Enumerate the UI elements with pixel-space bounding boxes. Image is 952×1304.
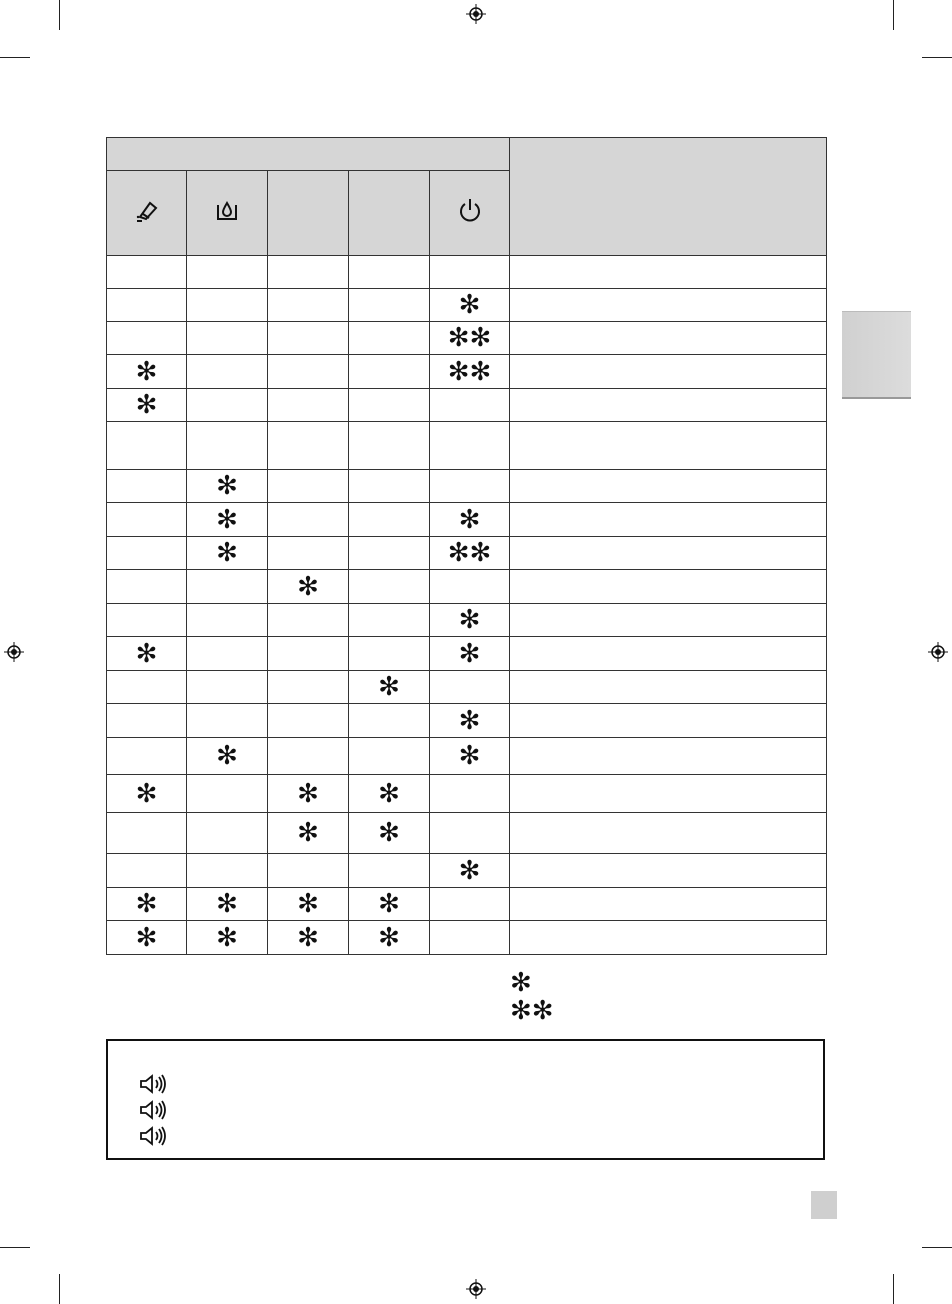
- table-row: [107, 671, 827, 704]
- table-row: [107, 289, 827, 322]
- table-row: [107, 537, 827, 570]
- indicator-symbol: ✻: [216, 922, 238, 953]
- crop-mark: [0, 57, 30, 58]
- indicator-cell: [349, 389, 430, 422]
- indicator-cell: [430, 813, 510, 854]
- power-icon: [457, 197, 483, 223]
- indicator-cell: [107, 813, 187, 854]
- indicator-cell: [430, 854, 510, 888]
- table-row: [107, 503, 827, 537]
- registration-mark-icon: [466, 1279, 486, 1299]
- indicator-symbol: ✻: [458, 605, 481, 635]
- indicator-cell: [187, 503, 268, 537]
- column-header-power: [430, 171, 510, 256]
- registration-mark-icon: [4, 642, 24, 662]
- indicator-cell: [107, 775, 187, 813]
- indicator-cell: [187, 355, 268, 389]
- indicator-cell: [107, 921, 187, 955]
- indicator-cell: [430, 637, 510, 671]
- indicator-symbol: ✻: [297, 889, 319, 919]
- crop-mark: [59, 0, 60, 30]
- indicator-cell: [349, 289, 430, 322]
- indicator-symbol: ✻: [297, 922, 319, 953]
- meaning-cell: [510, 637, 827, 671]
- indicator-cell: [268, 921, 349, 955]
- indicator-symbol: ✻: [458, 705, 481, 736]
- indicator-cell: [187, 921, 268, 955]
- meaning-cell: [510, 704, 827, 738]
- indicator-symbol: ✻: [216, 471, 238, 501]
- indicator-symbol: ✻: [216, 538, 238, 568]
- meaning-cell: [510, 256, 827, 289]
- speaker-icon: [138, 1073, 168, 1095]
- indicator-cell: [107, 389, 187, 422]
- indicator-cell: [107, 422, 187, 470]
- indicator-cell: [430, 503, 510, 537]
- indicator-symbol: ✻: [458, 504, 481, 535]
- indicator-cell: [430, 704, 510, 738]
- indicator-cell: [430, 389, 510, 422]
- indicator-cell: [430, 570, 510, 604]
- meaning-cell: [510, 422, 827, 470]
- meaning-cell: [510, 604, 827, 637]
- indicator-cell: [349, 256, 430, 289]
- column-header-pen: [107, 171, 187, 256]
- indicator-cell: [268, 422, 349, 470]
- indicator-cell: [349, 537, 430, 570]
- speaker-icon: [138, 1099, 168, 1121]
- table-row: [107, 775, 827, 813]
- indicator-cell: [430, 256, 510, 289]
- indicator-cell: [268, 775, 349, 813]
- meaning-cell: [510, 854, 827, 888]
- indicator-table: [106, 137, 827, 955]
- indicator-group-header: [107, 138, 510, 171]
- table-row: [107, 704, 827, 738]
- indicator-cell: [430, 738, 510, 775]
- column-header-4: [349, 171, 430, 256]
- indicator-cell: [107, 322, 187, 355]
- indicator-symbol: ✻: [135, 922, 158, 953]
- meaning-cell: [510, 570, 827, 604]
- table-row: [107, 322, 827, 355]
- indicator-cell: [187, 671, 268, 704]
- meaning-cell: [510, 289, 827, 322]
- indicator-cell: [187, 738, 268, 775]
- indicator-cell: [187, 322, 268, 355]
- indicator-cell: [268, 671, 349, 704]
- indicator-cell: [268, 637, 349, 671]
- indicator-cell: [268, 322, 349, 355]
- meaning-cell: [510, 322, 827, 355]
- indicator-symbol: ✻: [378, 922, 400, 953]
- indicator-cell: [107, 854, 187, 888]
- indicator-cell: [349, 775, 430, 813]
- table-row: [107, 470, 827, 503]
- indicator-cell: [187, 470, 268, 503]
- table-row: [107, 854, 827, 888]
- table-row: [107, 637, 827, 671]
- meaning-cell: [510, 355, 827, 389]
- indicator-cell: [187, 570, 268, 604]
- indicator-symbol: ✻: [458, 638, 481, 669]
- indicator-symbol: ✻✻: [447, 323, 492, 353]
- indicator-symbol: ✻: [297, 818, 319, 848]
- legend-single-symbol: ✻: [510, 968, 532, 998]
- legend-double-symbol: ✻✻: [510, 996, 554, 1026]
- indicator-cell: [430, 671, 510, 704]
- table-row: [107, 570, 827, 604]
- table-row: [107, 813, 827, 854]
- indicator-cell: [268, 289, 349, 322]
- speaker-icon: [138, 1125, 168, 1147]
- crop-mark: [922, 57, 952, 58]
- indicator-cell: [430, 470, 510, 503]
- table-row: [107, 389, 827, 422]
- meaning-cell: [510, 738, 827, 775]
- table-row: [107, 604, 827, 637]
- indicator-symbol: ✻: [297, 571, 319, 602]
- indicator-cell: [107, 256, 187, 289]
- indicator-cell: [349, 637, 430, 671]
- indicator-cell: [107, 637, 187, 671]
- indicator-symbol: ✻: [378, 889, 400, 919]
- indicator-cell: [349, 738, 430, 775]
- indicator-cell: [187, 289, 268, 322]
- indicator-cell: [187, 813, 268, 854]
- table-row: [107, 921, 827, 955]
- indicator-cell: [349, 570, 430, 604]
- indicator-cell: [268, 256, 349, 289]
- water-tank-icon: [215, 197, 239, 223]
- indicator-cell: [268, 854, 349, 888]
- indicator-cell: [349, 813, 430, 854]
- meaning-cell: [510, 389, 827, 422]
- indicator-cell: [107, 355, 187, 389]
- indicator-cell: [268, 355, 349, 389]
- indicator-cell: [268, 537, 349, 570]
- column-header-water: [187, 171, 268, 256]
- indicator-cell: [349, 704, 430, 738]
- indicator-cell: [430, 422, 510, 470]
- indicator-cell: [430, 322, 510, 355]
- indicator-cell: [107, 537, 187, 570]
- indicator-symbol: ✻: [297, 778, 319, 809]
- crop-mark: [0, 1247, 30, 1248]
- indicator-cell: [268, 888, 349, 921]
- indicator-symbol: ✻: [378, 818, 400, 848]
- registration-mark-icon: [466, 4, 486, 24]
- meaning-header: [510, 138, 827, 256]
- indicator-cell: [187, 888, 268, 921]
- indicator-symbol: ✻: [458, 290, 481, 320]
- indicator-symbol: ✻✻: [447, 538, 492, 568]
- indicator-cell: [349, 355, 430, 389]
- indicator-cell: [349, 503, 430, 537]
- indicator-cell: [268, 813, 349, 854]
- chapter-tab: [842, 311, 911, 399]
- indicator-cell: [187, 256, 268, 289]
- indicator-cell: [187, 704, 268, 738]
- indicator-cell: [349, 854, 430, 888]
- meaning-cell: [510, 813, 827, 854]
- table-row: [107, 422, 827, 470]
- indicator-cell: [268, 503, 349, 537]
- meaning-cell: [510, 537, 827, 570]
- indicator-cell: [187, 537, 268, 570]
- table-row: [107, 888, 827, 921]
- indicator-cell: [187, 422, 268, 470]
- table-row: [107, 738, 827, 775]
- meaning-cell: [510, 671, 827, 704]
- indicator-symbol: ✻: [135, 356, 158, 387]
- crop-mark: [893, 0, 894, 30]
- indicator-symbol: ✻: [135, 889, 158, 919]
- indicator-cell: [107, 671, 187, 704]
- crop-mark: [893, 1274, 894, 1304]
- table-row: [107, 355, 827, 389]
- indicator-cell: [349, 671, 430, 704]
- indicator-cell: [430, 537, 510, 570]
- registration-mark-icon: [928, 642, 948, 662]
- indicator-cell: [187, 637, 268, 671]
- indicator-cell: [107, 604, 187, 637]
- indicator-symbol: ✻✻: [447, 356, 492, 387]
- indicator-cell: [107, 704, 187, 738]
- page-number-box: [811, 1191, 837, 1219]
- indicator-symbol: ✻: [378, 672, 400, 702]
- meaning-cell: [510, 775, 827, 813]
- note-box: [106, 1039, 825, 1160]
- indicator-cell: [430, 921, 510, 955]
- meaning-cell: [510, 888, 827, 921]
- indicator-cell: [268, 704, 349, 738]
- indicator-cell: [349, 422, 430, 470]
- indicator-cell: [107, 570, 187, 604]
- indicator-cell: [349, 888, 430, 921]
- indicator-cell: [268, 389, 349, 422]
- indicator-symbol: ✻: [458, 855, 481, 886]
- indicator-cell: [268, 570, 349, 604]
- indicator-cell: [187, 389, 268, 422]
- indicator-cell: [107, 738, 187, 775]
- indicator-symbol: ✻: [135, 778, 158, 809]
- column-header-3: [268, 171, 349, 256]
- indicator-symbol: ✻: [378, 778, 400, 809]
- indicator-cell: [430, 604, 510, 637]
- indicator-cell: [349, 322, 430, 355]
- indicator-symbol: ✻: [135, 390, 158, 420]
- indicator-cell: [349, 470, 430, 503]
- indicator-cell: [430, 775, 510, 813]
- meaning-cell: [510, 921, 827, 955]
- indicator-cell: [349, 921, 430, 955]
- indicator-symbol: ✻: [216, 889, 238, 919]
- indicator-cell: [187, 775, 268, 813]
- indicator-symbol: ✻: [216, 504, 238, 535]
- indicator-cell: [268, 470, 349, 503]
- meaning-cell: [510, 470, 827, 503]
- crop-mark: [59, 1274, 60, 1304]
- indicator-cell: [430, 355, 510, 389]
- indicator-symbol: ✻: [135, 638, 158, 669]
- indicator-symbol: ✻: [216, 741, 238, 771]
- table-row: [107, 256, 827, 289]
- crop-mark: [922, 1247, 952, 1248]
- indicator-cell: [107, 503, 187, 537]
- indicator-symbol: ✻: [458, 741, 481, 771]
- indicator-cell: [349, 604, 430, 637]
- meaning-cell: [510, 503, 827, 537]
- indicator-cell: [430, 289, 510, 322]
- indicator-cell: [430, 888, 510, 921]
- indicator-cell: [268, 738, 349, 775]
- indicator-cell: [107, 888, 187, 921]
- indicator-cell: [187, 604, 268, 637]
- indicator-cell: [268, 604, 349, 637]
- indicator-cell: [107, 470, 187, 503]
- indicator-cell: [187, 854, 268, 888]
- indicator-cell: [107, 289, 187, 322]
- pen-wash-icon: [134, 197, 160, 223]
